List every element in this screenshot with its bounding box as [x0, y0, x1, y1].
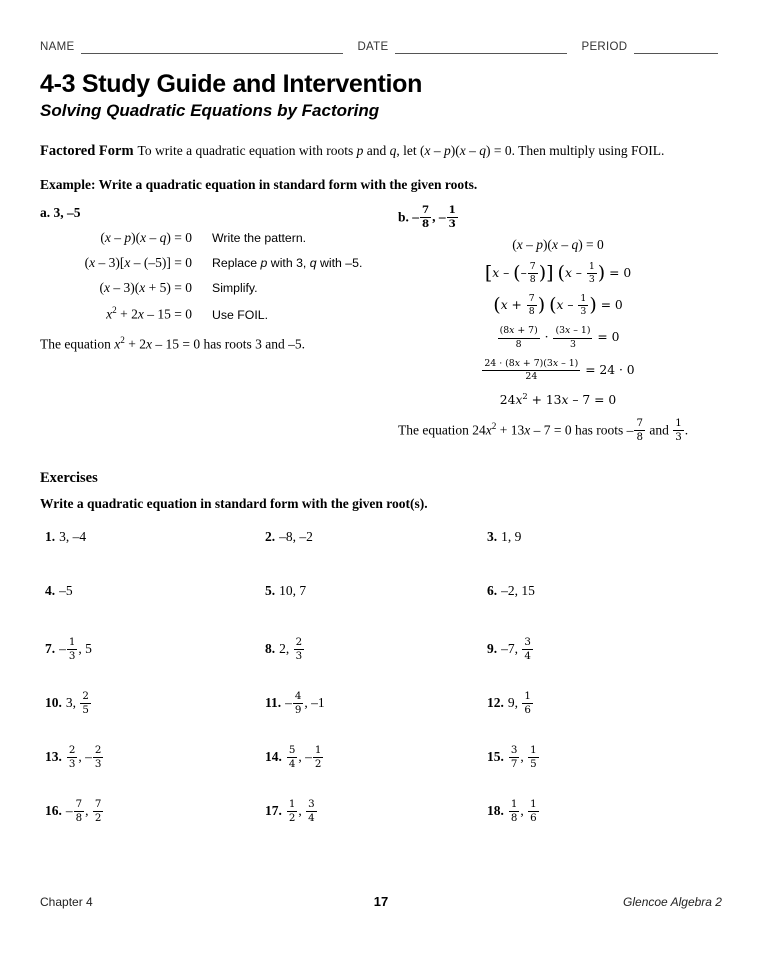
exercise-problem — [260, 691, 482, 745]
exercise-problem — [260, 583, 482, 637]
exercises-directions: Write a quadratic equation in standard form with the given root(s). — [40, 496, 428, 511]
exercise-problem — [482, 529, 736, 583]
problem-number: 7. — [45, 641, 56, 657]
fill-in-header — [40, 40, 720, 54]
example-b-label: b. – $\frac{7}{8}$ , – $\frac{1}{3}$ — [398, 205, 736, 230]
example-b-step: (x + $\frac{7}{8}$ ) (x – $\frac{1}{3}$ ) = 0 — [493, 293, 623, 318]
problem-number: 13. — [45, 749, 62, 765]
problem-number: 10. — [45, 695, 62, 711]
exercise-problem — [40, 745, 260, 799]
example-b-step: [x – (– $\frac{7}{8}$ )] (x – $\frac{1}{3}$ ) = 0 — [484, 261, 632, 286]
problem-roots: $\frac{3}{7}$ , $\frac{1}{5}$ — [510, 744, 537, 771]
example-heading: Example: Write a quadratic equation in standard form with the given roots. — [40, 177, 478, 192]
example-b-conclusion: The equation $24x^2 + 13x - 7 = 0$ has roots – $\frac{7}{8}$ and $\frac{1}{3}$ . — [398, 416, 689, 443]
example-b-roots: – $\frac{7}{8}$ , – $\frac{1}{3}$ — [412, 204, 456, 231]
example-b-step: $\frac{(8x + 7)}{8}$ · $\frac{(3x - 1)}{3}$ = 0 — [499, 325, 620, 350]
problem-number: 4. — [45, 583, 56, 598]
exercise-problem — [40, 529, 260, 583]
footer-chapter: Chapter 4 — [40, 895, 93, 909]
exercise-problem — [482, 799, 736, 853]
example-a-step — [40, 280, 398, 296]
problem-number: 1. — [45, 529, 56, 544]
problem-roots: –7, $\frac{3}{4}$ — [501, 636, 531, 663]
step-note: Use FOIL. — [212, 307, 269, 322]
example-a-step — [40, 305, 398, 323]
problem-roots: – $\frac{7}{8}$ , $\frac{7}{2}$ — [65, 798, 102, 825]
example-a — [40, 205, 398, 443]
example-a-steps — [40, 230, 398, 323]
factored-form-lead: Factored Form — [40, 143, 134, 159]
footer-page-number: 17 — [373, 894, 389, 909]
problem-number: 5. — [265, 583, 276, 598]
example-a-roots: 3, –5 — [53, 205, 81, 220]
problem-number: 9. — [487, 641, 498, 657]
exercise-problem — [260, 529, 482, 583]
exercise-problem — [482, 583, 736, 637]
problem-roots: $\frac{5}{4}$ , – $\frac{1}{2}$ — [288, 744, 322, 771]
exercise-problem — [482, 691, 736, 745]
problem-roots: 10, 7 — [279, 583, 307, 598]
example-a-step — [40, 230, 398, 246]
problem-roots: 3, –4 — [59, 529, 87, 544]
exercise-problem — [482, 637, 736, 691]
problem-roots: $\frac{1}{8}$ , $\frac{1}{6}$ — [510, 798, 537, 825]
example-b — [398, 205, 736, 443]
example-a-conclusion: The equation $x^2 + 2x - 15 = 0$ has roots 3 and –5. — [40, 334, 306, 351]
step-equation: (x – 3)[x – (–5)] = 0 — [84, 255, 192, 270]
example-b-step: $\frac{24 \cdot (8x + 7)(3x - 1)}{24}$ = 24 · 0 — [484, 357, 635, 382]
page-subtitle: Solving Quadratic Equations by Factoring — [40, 101, 380, 120]
example-a-label: a. 3, –5 — [40, 205, 81, 220]
footer-book-title: Glencoe Algebra 2 — [623, 895, 722, 909]
exercise-problem — [260, 637, 482, 691]
exercises-grid — [40, 529, 736, 853]
date-blank-line — [395, 40, 567, 54]
step-equation: (x – p)(x – q) = 0 — [100, 230, 192, 245]
problem-number: 8. — [265, 641, 276, 657]
problem-roots: 1, 9 — [501, 529, 522, 544]
problem-roots: – $\frac{4}{9}$ , –1 — [285, 690, 325, 717]
problem-number: 12. — [487, 695, 504, 711]
example-b-step: $24x^2 + 13x - 7 = 0$ — [499, 390, 617, 407]
problem-roots: – $\frac{1}{3}$ , 5 — [59, 636, 92, 663]
date-label: DATE — [357, 41, 389, 53]
step-note: Replace p with 3, q with –5. — [212, 256, 363, 270]
exercise-problem — [260, 799, 482, 853]
problem-roots: $\frac{1}{2}$ , $\frac{3}{4}$ — [288, 798, 315, 825]
problem-roots: 2, $\frac{2}{3}$ — [279, 636, 303, 663]
exercise-problem — [482, 745, 736, 799]
step-equation: (x – 3)(x + 5) = 0 — [99, 280, 192, 295]
example-columns — [40, 205, 736, 443]
exercises-heading: Exercises — [40, 470, 98, 486]
problem-roots: $\frac{2}{3}$ , – $\frac{2}{3}$ — [68, 744, 102, 771]
problem-number: 11. — [265, 695, 282, 711]
step-note: Simplify. — [212, 281, 258, 295]
exercise-problem — [40, 799, 260, 853]
name-blank-line — [81, 40, 343, 54]
period-label: PERIOD — [581, 41, 628, 53]
problem-number: 14. — [265, 749, 282, 765]
problem-number: 15. — [487, 749, 504, 765]
problem-roots: 3, $\frac{2}{5}$ — [65, 690, 89, 717]
problem-number: 18. — [487, 803, 504, 819]
problem-number: 6. — [487, 583, 498, 598]
example-b-step: (x – p)(x – q) = 0 — [512, 237, 604, 253]
page-footer — [40, 894, 722, 909]
exercise-problem — [40, 691, 260, 745]
problem-roots: 9, $\frac{1}{6}$ — [507, 690, 531, 717]
exercise-problem — [40, 637, 260, 691]
example-a-step — [40, 255, 398, 271]
problem-roots: –8, –2 — [279, 529, 313, 544]
problem-number: 17. — [265, 803, 282, 819]
step-note: Write the pattern. — [212, 231, 307, 245]
exercise-problem — [260, 745, 482, 799]
factored-form-paragraph — [40, 143, 738, 160]
factored-form-body: To write a quadratic equation with roots p and q, let (x – p)(x – q) = 0. Then multiply using FOIL. — [137, 143, 665, 158]
page-title: 4-3 Study Guide and Intervention — [40, 70, 423, 98]
problem-number: 3. — [487, 529, 498, 544]
exercise-problem — [40, 583, 260, 637]
period-blank-line — [634, 40, 718, 54]
step-equation: $x^2 + 2x - 15 = 0$ — [106, 305, 192, 322]
problem-number: 2. — [265, 529, 276, 544]
problem-roots: –2, 15 — [501, 583, 535, 598]
exercises-section — [40, 470, 736, 853]
example-b-steps — [398, 237, 718, 407]
problem-number: 16. — [45, 803, 62, 819]
problem-roots: –5 — [59, 583, 73, 598]
name-label: NAME — [40, 41, 75, 53]
